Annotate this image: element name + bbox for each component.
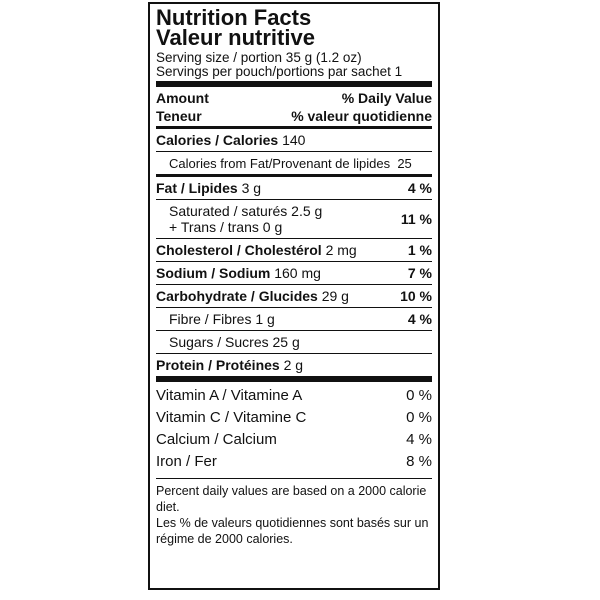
nutrition-facts-content — [156, 5, 432, 547]
vitamin-percent: 0 % — [406, 386, 432, 404]
fibre-row — [156, 308, 432, 330]
footnote-french: Les % de valeurs quotidiennes sont basés sur un régime de 2000 calories. — [156, 516, 429, 546]
serving-size: Serving size / portion 35 g (1.2 oz) — [156, 50, 362, 65]
divider-thick — [156, 376, 432, 382]
amount-header: Amount — [156, 90, 209, 106]
header-row-fr — [156, 107, 432, 125]
cholesterol-label: Cholesterol / Cholestérol — [156, 242, 322, 258]
servings-per-pouch: Servings per pouch/portions par sachet 1 — [156, 64, 403, 79]
fibre-label: Fibre / Fibres 1 g — [169, 311, 275, 327]
calories-row — [156, 129, 432, 151]
carbohydrate-row — [156, 285, 432, 307]
saturated-line: Saturated / saturés 2.5 g — [169, 203, 323, 219]
fibre-percent: 4 % — [407, 311, 432, 327]
carbohydrate-percent: 10 % — [400, 288, 432, 304]
vitamin-label: Iron / Fer — [156, 452, 217, 470]
calories-from-fat: Calories from Fat/Provenant de lipides 25 — [169, 155, 412, 171]
title-english: Nutrition Facts — [156, 5, 312, 30]
fat-row — [156, 177, 432, 199]
teneur-header: Teneur — [156, 108, 202, 124]
sodium-value: 160 mg — [274, 265, 321, 281]
saturated-trans-row — [156, 200, 432, 238]
daily-value-header: % Daily Value — [341, 90, 432, 106]
fat-label: Fat / Lipides — [156, 180, 238, 196]
sodium-label: Sodium / Sodium — [156, 265, 271, 281]
title-french: Valeur nutritive — [156, 25, 315, 50]
cholesterol-value: 2 mg — [325, 242, 357, 258]
vitamin-row — [156, 450, 432, 472]
fat-value: 3 g — [241, 180, 262, 196]
header-row-en — [156, 89, 432, 107]
fat-percent: 4 % — [407, 180, 432, 196]
vitamin-label: Vitamin A / Vitamine A — [156, 386, 303, 404]
footnote-english: Percent daily values are based on a 2000 calorie diet. — [156, 484, 427, 514]
protein-value: 2 g — [283, 357, 304, 373]
sugars-row — [156, 331, 432, 353]
vitamin-row — [156, 406, 432, 428]
nutrition-facts-panel — [148, 2, 440, 590]
cholesterol-percent: 1 % — [407, 242, 432, 258]
sodium-row — [156, 262, 432, 284]
protein-row — [156, 354, 432, 376]
carbohydrate-value: 29 g — [321, 288, 349, 304]
sugars-label: Sugars / Sucres 25 g — [169, 334, 300, 350]
carbohydrate-label: Carbohydrate / Glucides — [156, 288, 318, 304]
calories-from-fat-row — [156, 152, 432, 174]
valeur-quotidienne-header: % valeur quotidienne — [291, 108, 432, 124]
vitamin-percent: 0 % — [406, 408, 432, 426]
protein-label: Protein / Protéines — [156, 357, 280, 373]
sodium-percent: 7 % — [407, 265, 432, 281]
vitamins-list — [156, 384, 432, 472]
calories-label: Calories / Calories — [156, 132, 279, 148]
vitamin-label: Vitamin C / Vitamine C — [156, 408, 307, 426]
footnote — [156, 479, 432, 547]
vitamin-percent: 8 % — [406, 452, 432, 470]
vitamin-percent: 4 % — [406, 430, 432, 448]
vitamin-label: Calcium / Calcium — [156, 430, 277, 448]
header-block — [156, 87, 432, 126]
cholesterol-row — [156, 239, 432, 261]
vitamin-row — [156, 428, 432, 450]
calories-value: 140 — [282, 132, 306, 148]
trans-line: + Trans / trans 0 g — [169, 219, 283, 235]
vitamin-row — [156, 384, 432, 406]
saturated-percent: 11 % — [400, 211, 432, 227]
